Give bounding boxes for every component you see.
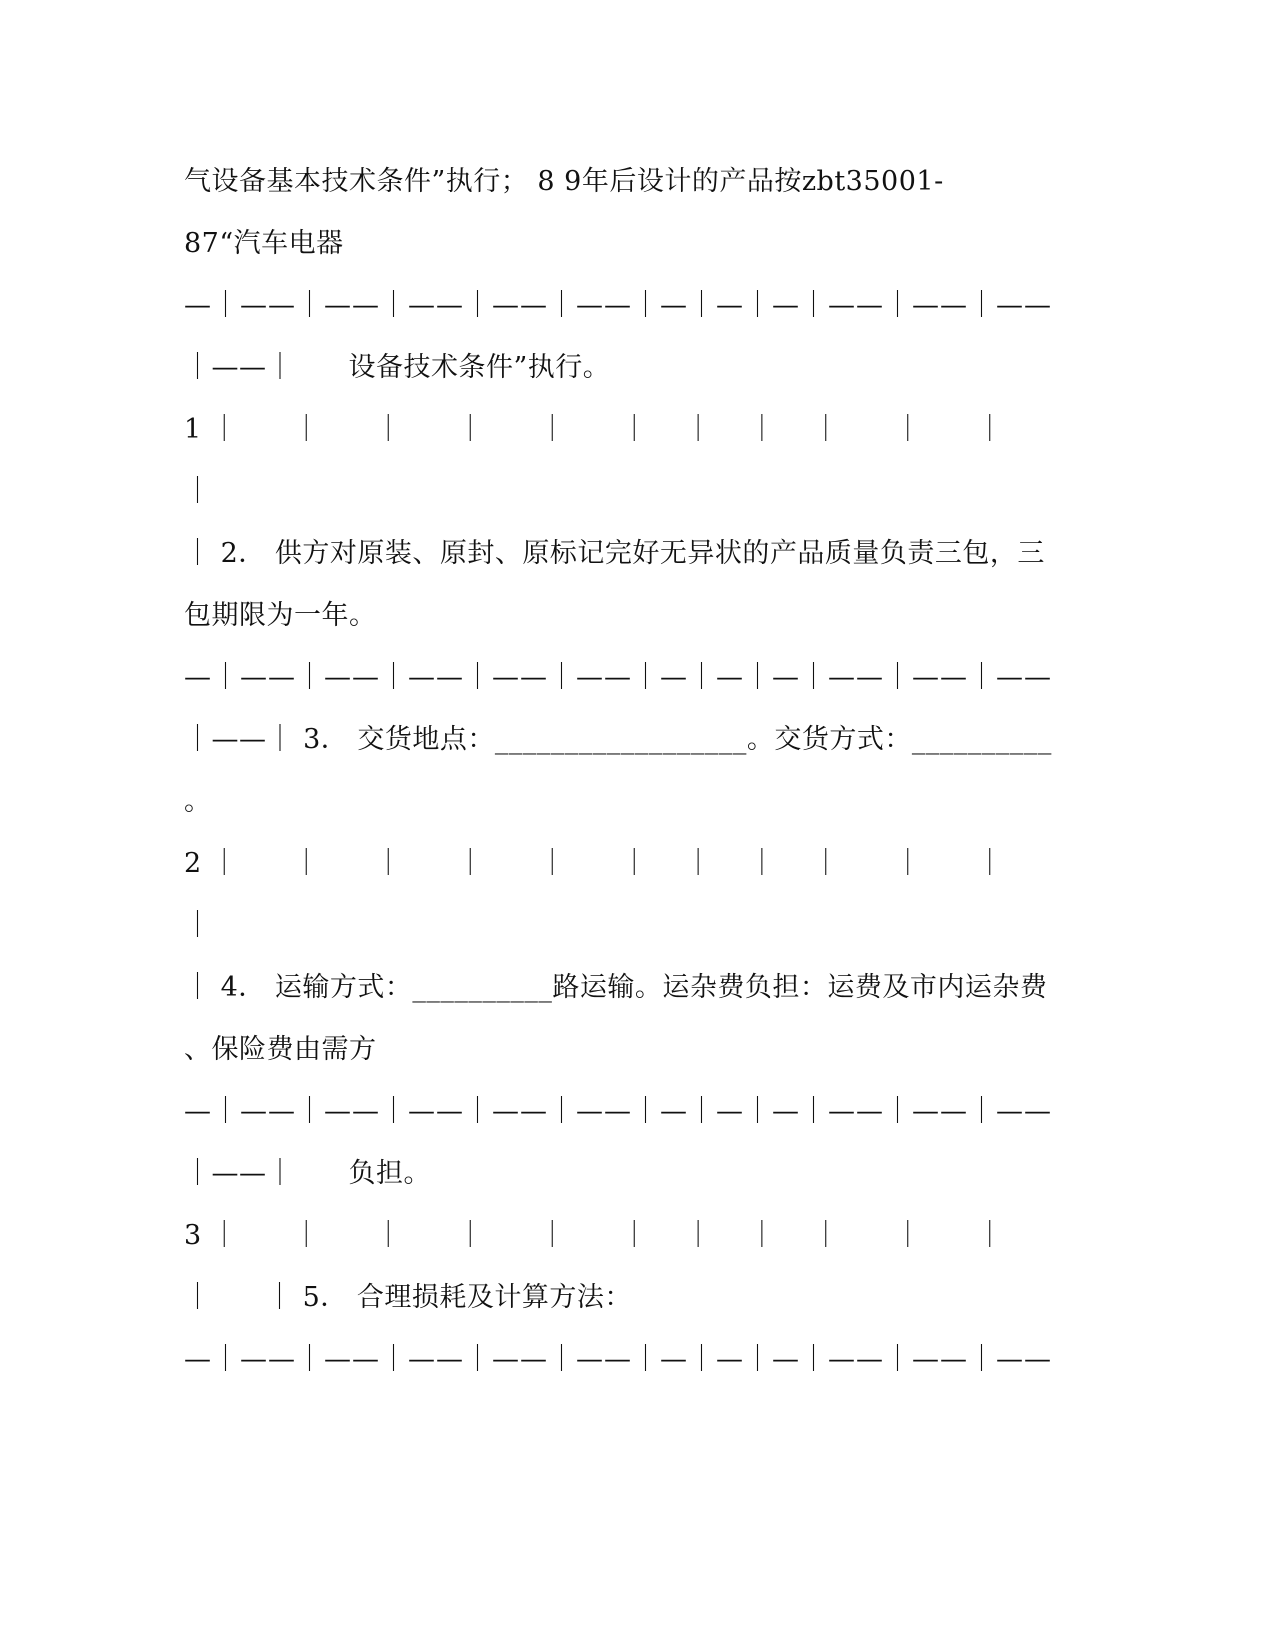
text-line-item-4-cont: 、保险费由需方 [184,1034,377,1065]
text-line-item-2: ｜ 2． 供方对原装、原封、原标记完好无异状的产品质量负责三包，三 [184,538,1045,569]
table-separator-line: —｜——｜——｜——｜——｜——｜—｜—｜—｜——｜——｜—— [184,662,1052,693]
text-line-item-3-cont: 。 [184,786,212,817]
table-separator-line: —｜——｜——｜——｜——｜——｜—｜—｜—｜——｜——｜—— [184,1096,1052,1127]
text-line-2: 87“汽车电器 [184,228,344,259]
text-line-item-4: ｜ 4． 运输方式：__________路运输。运杂费负担：运费及市内运杂费 [184,972,1048,1003]
table-separator-line: —｜——｜——｜——｜——｜——｜—｜—｜—｜——｜——｜—— [184,1344,1052,1375]
text-line-item-2-cont: 包期限为一年。 [184,600,377,631]
table-row-number-1: 1 ｜ ｜ ｜ ｜ ｜ ｜ ｜ ｜ ｜ ｜ ｜ [184,414,1004,445]
text-line-item-5: ｜ ｜ 5． 合理损耗及计算方法： [184,1282,632,1313]
table-border-line: ｜ [184,910,212,941]
text-line-1: 气设备基本技术条件”执行； 8 9年后设计的产品按zbt35001- [184,166,944,197]
table-separator-line: —｜——｜——｜——｜——｜——｜—｜—｜—｜——｜——｜—— [184,290,1052,321]
text-line-item-4-end: ｜——｜ 负担。 [184,1158,431,1189]
text-line-item-3: ｜——｜ 3． 交货地点：__________________。交货方式：__________ [184,724,1052,755]
text-line-4: ｜——｜ 设备技术条件”执行。 [184,352,611,383]
table-row-number-3: 3 ｜ ｜ ｜ ｜ ｜ ｜ ｜ ｜ ｜ ｜ ｜ [184,1220,1004,1251]
table-row-number-2: 2 ｜ ｜ ｜ ｜ ｜ ｜ ｜ ｜ ｜ ｜ ｜ [184,848,1004,879]
table-border-line: ｜ [184,476,212,507]
